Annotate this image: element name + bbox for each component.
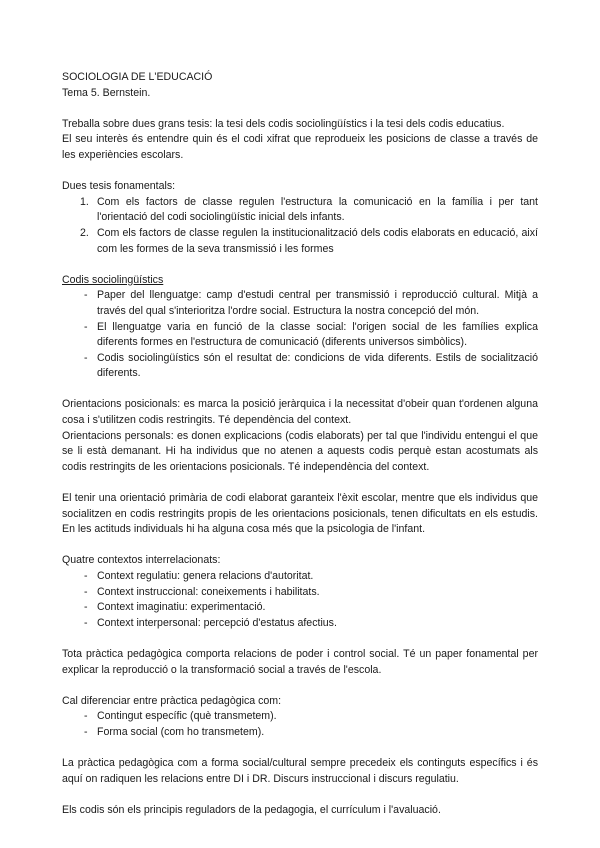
codis-list <box>62 288 538 382</box>
list-item: - El llenguatge varia en funció de la classe social: l'origen social de les famílies explica diferents formes en l'estructura de comunicació (diferents universos simbòlics). <box>84 320 538 349</box>
list-item: 2. Com els factors de classe regulen la institucionalització dels codis elaborats en educació, així com les formes de la seva transmissió i les formes <box>80 226 538 255</box>
intro-paragraph-1: Treballa sobre dues grans tesis: la tesi dels codis sociolingüístics i la tesi dels codis educatius. <box>62 117 505 130</box>
practica-paragraph: Tota pràctica pedagògica comporta relacions de poder i control social. Té un paper fonamental per explicar la reproducció o la transformació social a través de l'escola. <box>62 647 538 676</box>
document-subtitle: Tema 5. Bernstein. <box>62 86 151 99</box>
list-item: - Contingut específic (què transmetem). <box>84 710 277 723</box>
list-item: - Context interpersonal: percepció d'estatus afectius. <box>84 616 337 629</box>
exit-paragraph: El tenir una orientació primària de codi elaborat garanteix l'èxit escolar, mentre que els individus que socialitzen en codis restringits propis de les orientacions posicionals, tenen dificultats en els estudis. En les actituds individuals hi ha alguna cosa més que la psicologia de l'infant. <box>62 492 538 536</box>
list-item: - Context regulatiu: genera relacions d'autoritat. <box>84 570 314 582</box>
diferenciar-heading: Cal diferenciar entre pràctica pedagògica com: <box>62 694 282 707</box>
diferenciar-list <box>62 709 538 740</box>
document-title: SOCIOLOGIA DE L'EDUCACIÓ <box>62 71 213 83</box>
intro-paragraph-2: El seu interès és entendre quin és el codi xifrat que reprodueix les posicions de classe a través de les experiències escolars. <box>62 133 538 161</box>
forma-paragraph: La pràctica pedagògica com a forma social/cultural sempre precedeix els continguts específics i és aquí on radiquen les relacions entre DI i DR. Discurs instruccional i discurs regulatiu. <box>62 757 538 785</box>
contextos-list <box>62 569 538 631</box>
list-item: - Context instruccional: coneixements i habilitats. <box>84 585 320 598</box>
list-item: 1. Com els factors de classe regulen l'estructura la comunicació en la família i per tant l'orientació del codi sociolingüístic inicial dels infants. <box>80 195 538 224</box>
orientacions-personals: Orientacions personals: es donen explicacions (codis elaborats) per tal que l'individu entengui el que se li està demanant. Hi ha individus que no atenen a aquests codis perquè estan acostumats als codis restringits de les orientacions posicionals. Té independència del context. <box>62 429 538 473</box>
list-item: - Context imaginatiu: experimentació. <box>84 601 266 614</box>
codis-heading: Codis sociolingüístics <box>62 273 164 286</box>
orientacions-posicionals: Orientacions posicionals: es marca la posició jeràrquica i la necessitat d'obeir quan t'ordenen alguna cosa i s'utilitzen codis restringits. Té dependència del context. <box>62 398 538 427</box>
final-paragraph: Els codis són els principis reguladors de la pedagogia, el currículum i l'avaluació. <box>62 803 441 816</box>
tesis-heading: Dues tesis fonamentals: <box>62 180 176 193</box>
list-item: - Paper del llenguatge: camp d'estudi central per transmissió i reproducció cultural. Mitjà a través del qual s'interioritza l'ordre social. Estructura la nostra concepció del món. <box>84 289 538 317</box>
list-item: - Forma social (com ho transmetem). <box>84 725 265 738</box>
tesis-list <box>62 195 538 257</box>
contextos-heading: Quatre contextos interrelacionats: <box>62 554 221 567</box>
document-page <box>62 70 538 819</box>
list-item: - Codis sociolingüístics són el resultat de: condicions de vida diferents. Estils de socialització diferents. <box>84 351 538 380</box>
